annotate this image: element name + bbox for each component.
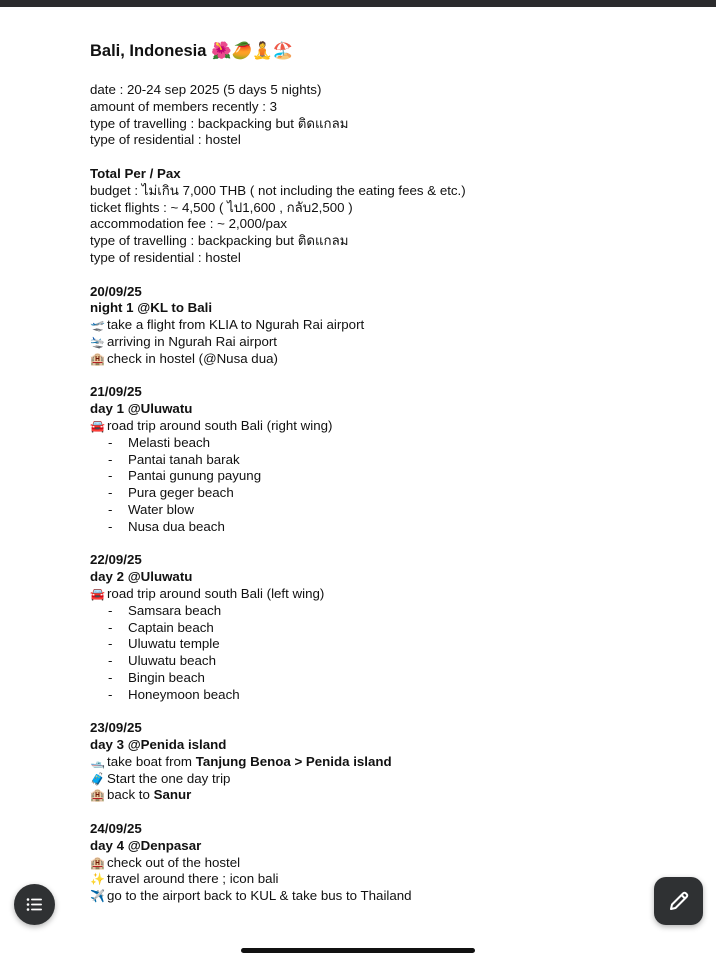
itinerary-item: ✈️ go to the airport back to KUL & take bus to Thailand: [90, 888, 412, 904]
car-icon: 🚘: [90, 418, 105, 433]
airplane-icon: ✈️: [90, 889, 105, 904]
boat-icon: 🛥️: [90, 754, 105, 769]
itinerary-item: 🧳 Start the one day trip: [90, 770, 231, 786]
list-item: - Bingin beach: [108, 669, 205, 685]
status-bar: [0, 0, 716, 7]
day-date: 22/09/25: [90, 552, 142, 568]
total-line: budget : ไม่เกิน 7,000 THB ( not including the eating fees & etc.): [90, 182, 466, 198]
list-item: - Melasti beach: [108, 434, 211, 450]
info-line: type of travelling : backpacking but ติดแกลม: [90, 115, 349, 131]
total-line: type of residential : hostel: [90, 249, 241, 265]
hotel-icon: 🏨: [90, 855, 105, 870]
day-heading: day 3 @Penida island: [90, 737, 227, 753]
luggage-icon: 🧳: [90, 771, 105, 786]
info-line: date : 20-24 sep 2025 (5 days 5 nights): [90, 82, 322, 97]
day-date: 20/09/25: [90, 283, 142, 299]
day-heading: day 4 @Denpasar: [90, 837, 202, 853]
list-item: - Uluwatu beach: [108, 653, 216, 669]
list-item: - Honeymoon beach: [108, 686, 240, 702]
day-date: 21/09/25: [90, 384, 142, 400]
page-title: Bali, Indonesia 🌺🥭🧘🏖️: [90, 42, 294, 60]
info-line: amount of members recently : 3: [90, 98, 277, 114]
airplane-arrival-icon: 🛬: [90, 334, 105, 349]
itinerary-item: 🚘 road trip around south Bali (right wing): [90, 417, 333, 433]
list-icon: [26, 897, 43, 912]
sparkles-icon: ✨: [90, 872, 105, 887]
list-item: - Samsara beach: [108, 602, 222, 618]
list-item: - Water blow: [108, 501, 195, 517]
edit-button[interactable]: [654, 877, 703, 925]
total-line: accommodation fee : ~ 2,000/pax: [90, 216, 287, 232]
itinerary-item: 🏨 check in hostel (@Nusa dua): [90, 350, 278, 366]
info-line: type of residential : hostel: [90, 132, 241, 148]
itinerary-item: 🚘 road trip around south Bali (left wing): [90, 585, 325, 601]
day-heading: day 2 @Uluwatu: [90, 569, 193, 585]
day-date: 24/09/25: [90, 821, 142, 837]
outline-button[interactable]: [14, 884, 55, 925]
list-item: - Pantai gunung payung: [108, 468, 262, 484]
section-heading: Total Per / Pax: [90, 165, 181, 181]
day-heading: night 1 @KL to Bali: [90, 300, 213, 316]
list-item: - Uluwatu temple: [108, 636, 220, 652]
note-document[interactable]: [90, 40, 690, 905]
list-item: - Pantai tanah barak: [108, 451, 240, 467]
itinerary-item: 🛬 arriving in Ngurah Rai airport: [90, 333, 277, 349]
itinerary-item: ✨ travel around there ; icon bali: [90, 871, 279, 887]
itinerary-item: 🛫 take a flight from KLIA to Ngurah Rai airport: [90, 317, 365, 333]
hotel-icon: 🏨: [90, 788, 105, 803]
hotel-icon: 🏨: [90, 351, 105, 366]
airplane-departure-icon: 🛫: [90, 318, 105, 333]
list-item: - Nusa dua beach: [108, 518, 225, 534]
itinerary-item: 🏨 check out of the hostel: [90, 854, 241, 870]
total-line: ticket flights : ~ 4,500 ( ไป1,600 , กลับ2,500 ): [90, 199, 353, 215]
itinerary-item: 🛥️ take boat from Tanjung Benoa > Penida island: [90, 753, 392, 769]
day-heading: day 1 @Uluwatu: [90, 401, 193, 417]
pencil-icon: [668, 890, 690, 912]
total-line: type of travelling : backpacking but ติดแกลม: [90, 233, 349, 249]
list-item: - Pura geger beach: [108, 485, 234, 501]
day-date: 23/09/25: [90, 720, 142, 736]
home-indicator[interactable]: [241, 948, 475, 953]
car-icon: 🚘: [90, 586, 105, 601]
list-item: - Captain beach: [108, 619, 214, 635]
itinerary-item: 🏨 back to Sanur: [90, 787, 192, 803]
